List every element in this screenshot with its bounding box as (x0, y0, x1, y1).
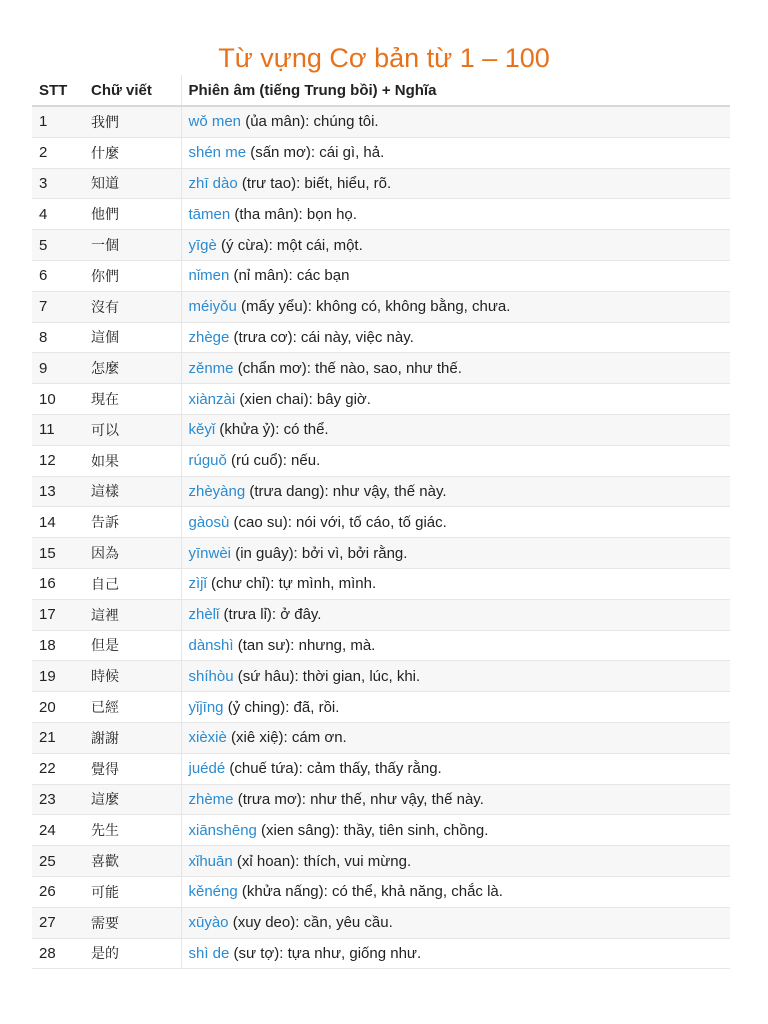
chinese-characters: 這個 (84, 322, 181, 353)
definition-cell (181, 846, 730, 877)
chinese-characters: 告訴 (84, 507, 181, 538)
chinese-characters: 是的 (84, 938, 181, 969)
table-row (32, 507, 730, 538)
pinyin-link[interactable]: zhèyàng (188, 482, 246, 500)
table-row (32, 907, 730, 938)
definition-cell (181, 784, 730, 815)
meaning-text: (trưa mơ): như thế, như vậy, thế này. (233, 790, 484, 808)
meaning-text: (trư tao): biết, hiểu, rõ. (237, 174, 392, 192)
meaning-text: (xuy deo): cần, yêu cầu. (228, 914, 393, 932)
table-row (32, 414, 730, 445)
row-number: 27 (32, 907, 84, 938)
row-number: 15 (32, 538, 84, 569)
pinyin-link[interactable]: xiānshēng (188, 821, 257, 839)
row-number: 18 (32, 630, 84, 661)
table-row (32, 876, 730, 907)
meaning-text: (ý cừa): một cái, một. (216, 236, 363, 254)
definition-cell (181, 445, 730, 476)
table-row (32, 260, 730, 291)
definition-cell (181, 476, 730, 507)
chinese-characters: 先生 (84, 815, 181, 846)
page-title: Từ vựng Cơ bản từ 1 – 100 (218, 43, 550, 73)
pinyin-link[interactable]: wǒ men (188, 113, 242, 131)
table-row (32, 568, 730, 599)
meaning-text: (trưa lỉ): ở đây. (219, 606, 322, 624)
row-number: 6 (32, 260, 84, 291)
pinyin-link[interactable]: shíhòu (188, 667, 234, 685)
row-number: 2 (32, 137, 84, 168)
chinese-characters: 需要 (84, 907, 181, 938)
chinese-characters: 這樣 (84, 476, 181, 507)
pinyin-link[interactable]: zhème (188, 790, 234, 808)
definition-cell (181, 414, 730, 445)
meaning-text: (xiê xiệ): cám ơn. (226, 729, 347, 747)
definition-cell (181, 384, 730, 415)
table-row (32, 137, 730, 168)
vocab-table (32, 75, 730, 969)
pinyin-link[interactable]: zhī dào (188, 174, 238, 192)
definition-cell (181, 938, 730, 969)
table-row (32, 445, 730, 476)
meaning-text: (rú cuổ): nếu. (226, 452, 321, 470)
row-number: 12 (32, 445, 84, 476)
meaning-text: (sư tợ): tựa như, giống như. (229, 944, 422, 962)
meaning-text: (mấy yểu): không có, không bằng, chưa. (236, 298, 511, 316)
meaning-text: (khửa ỷ): có thể. (215, 421, 329, 439)
table-row (32, 692, 730, 723)
pinyin-link[interactable]: zhèlǐ (188, 606, 220, 624)
row-number: 21 (32, 722, 84, 753)
row-number: 28 (32, 938, 84, 969)
pinyin-link[interactable]: zhège (188, 328, 230, 346)
definition-cell (181, 507, 730, 538)
definition-cell (181, 692, 730, 723)
chinese-characters: 他們 (84, 199, 181, 230)
chinese-characters: 這麼 (84, 784, 181, 815)
meaning-text: (ỷ ching): đã, rồi. (223, 698, 340, 716)
row-number: 22 (32, 753, 84, 784)
meaning-text: (in guây): bởi vì, bởi rằng. (231, 544, 408, 562)
definition-cell (181, 907, 730, 938)
pinyin-link[interactable]: xièxiè (188, 729, 227, 747)
pinyin-link[interactable]: yǐjīng (188, 698, 224, 716)
row-number: 25 (32, 846, 84, 877)
definition-cell (181, 753, 730, 784)
table-row (32, 106, 730, 137)
pinyin-link[interactable]: dànshì (188, 636, 234, 654)
definition-cell (181, 322, 730, 353)
chinese-characters: 已經 (84, 692, 181, 723)
chinese-characters: 知道 (84, 168, 181, 199)
table-row (32, 846, 730, 877)
pinyin-link[interactable]: juédé (188, 760, 226, 778)
row-number: 16 (32, 568, 84, 599)
chinese-characters: 什麼 (84, 137, 181, 168)
definition-cell (181, 815, 730, 846)
definition-cell (181, 106, 730, 137)
meaning-text: (trưa cơ): cái này, việc này. (229, 328, 414, 346)
definition-cell (181, 568, 730, 599)
chinese-characters: 怎麼 (84, 353, 181, 384)
row-number: 1 (32, 106, 84, 137)
row-number: 13 (32, 476, 84, 507)
definition-cell (181, 538, 730, 569)
meaning-text: (trưa dang): như vậy, thế này. (245, 482, 447, 500)
table-row (32, 661, 730, 692)
chinese-characters: 現在 (84, 384, 181, 415)
chinese-characters: 你們 (84, 260, 181, 291)
definition-cell (181, 291, 730, 322)
table-row (32, 322, 730, 353)
meaning-text: (nỉ mân): các bạn (229, 267, 350, 285)
definition-cell (181, 137, 730, 168)
chinese-characters: 我們 (84, 106, 181, 137)
definition-cell (181, 168, 730, 199)
table-row (32, 230, 730, 261)
row-number: 19 (32, 661, 84, 692)
table-header-row (32, 75, 730, 106)
meaning-text: (tan sư): nhưng, mà. (233, 636, 376, 654)
chinese-characters: 謝謝 (84, 722, 181, 753)
meaning-text: (xien chai): bây giờ. (235, 390, 371, 408)
table-row (32, 599, 730, 630)
pinyin-link[interactable]: rúguǒ (188, 452, 227, 470)
chinese-characters: 自己 (84, 568, 181, 599)
pinyin-link[interactable]: xiànzài (188, 390, 236, 408)
pinyin-link[interactable]: méiyǒu (188, 298, 237, 316)
meaning-text: (xien sâng): thầy, tiên sinh, chồng. (256, 821, 489, 839)
pinyin-link[interactable]: kěyǐ (188, 421, 216, 439)
table-row (32, 384, 730, 415)
meaning-text: (sứ hâu): thời gian, lúc, khi. (233, 667, 421, 685)
pinyin-link[interactable]: tāmen (188, 205, 231, 223)
meaning-text: (chẩn mơ): thế nào, sao, như thế. (233, 359, 462, 377)
table-row (32, 753, 730, 784)
table-row (32, 630, 730, 661)
pinyin-link[interactable]: yīnwèi (188, 544, 232, 562)
chinese-characters: 這裡 (84, 599, 181, 630)
chinese-characters: 時候 (84, 661, 181, 692)
pinyin-link[interactable]: xǐhuān (188, 852, 233, 870)
row-number: 3 (32, 168, 84, 199)
pinyin-link[interactable]: xūyào (188, 914, 229, 932)
row-number: 24 (32, 815, 84, 846)
row-number: 7 (32, 291, 84, 322)
chinese-characters: 喜歡 (84, 846, 181, 877)
pinyin-link[interactable]: shén me (188, 144, 247, 162)
row-number: 26 (32, 876, 84, 907)
table-row (32, 784, 730, 815)
chinese-characters: 如果 (84, 445, 181, 476)
table-body (32, 106, 730, 969)
pinyin-link[interactable]: yīgè (188, 236, 217, 254)
header-definition: Phiên âm (tiếng Trung bồi) + Nghĩa (181, 75, 730, 106)
row-number: 23 (32, 784, 84, 815)
pinyin-link[interactable]: gàosù (188, 513, 230, 531)
pinyin-link[interactable]: zěnme (188, 359, 234, 377)
meaning-text: (tha mân): bọn họ. (230, 205, 357, 223)
definition-cell (181, 661, 730, 692)
chinese-characters: 因為 (84, 538, 181, 569)
meaning-text: (cao su): nói với, tố cáo, tố giác. (229, 513, 447, 531)
meaning-text: (khửa nấng): có thể, khả năng, chắc là. (237, 883, 503, 901)
chinese-characters: 覺得 (84, 753, 181, 784)
header-stt: STT (32, 75, 84, 106)
row-number: 5 (32, 230, 84, 261)
pinyin-link[interactable]: kěnéng (188, 883, 238, 901)
pinyin-link[interactable]: zìjǐ (188, 575, 207, 593)
meaning-text: (chư chỉ): tự mình, mình. (206, 575, 377, 593)
meaning-text: (ủa mân): chúng tôi. (241, 113, 379, 131)
table-row (32, 353, 730, 384)
meaning-text: (xỉ hoan): thích, vui mừng. (232, 852, 412, 870)
table-row (32, 291, 730, 322)
table-row (32, 199, 730, 230)
table-row (32, 168, 730, 199)
row-number: 20 (32, 692, 84, 723)
definition-cell (181, 630, 730, 661)
definition-cell (181, 230, 730, 261)
meaning-text: (chuế tứa): cảm thấy, thấy rằng. (225, 760, 442, 778)
chinese-characters: 可能 (84, 876, 181, 907)
meaning-text: (sấn mơ): cái gì, hả. (246, 144, 385, 162)
definition-cell (181, 722, 730, 753)
pinyin-link[interactable]: shì de (188, 944, 230, 962)
table-row (32, 722, 730, 753)
pinyin-link[interactable]: nǐmen (188, 267, 230, 285)
chinese-characters: 沒有 (84, 291, 181, 322)
row-number: 14 (32, 507, 84, 538)
chinese-characters: 但是 (84, 630, 181, 661)
definition-cell (181, 599, 730, 630)
definition-cell (181, 876, 730, 907)
row-number: 10 (32, 384, 84, 415)
table-row (32, 815, 730, 846)
definition-cell (181, 353, 730, 384)
chinese-characters: 一個 (84, 230, 181, 261)
row-number: 9 (32, 353, 84, 384)
definition-cell (181, 260, 730, 291)
chinese-characters: 可以 (84, 414, 181, 445)
table-row (32, 538, 730, 569)
table-row (32, 476, 730, 507)
row-number: 4 (32, 199, 84, 230)
definition-cell (181, 199, 730, 230)
row-number: 11 (32, 414, 84, 445)
header-char: Chữ viết (84, 75, 181, 106)
row-number: 17 (32, 599, 84, 630)
row-number: 8 (32, 322, 84, 353)
table-row (32, 938, 730, 969)
